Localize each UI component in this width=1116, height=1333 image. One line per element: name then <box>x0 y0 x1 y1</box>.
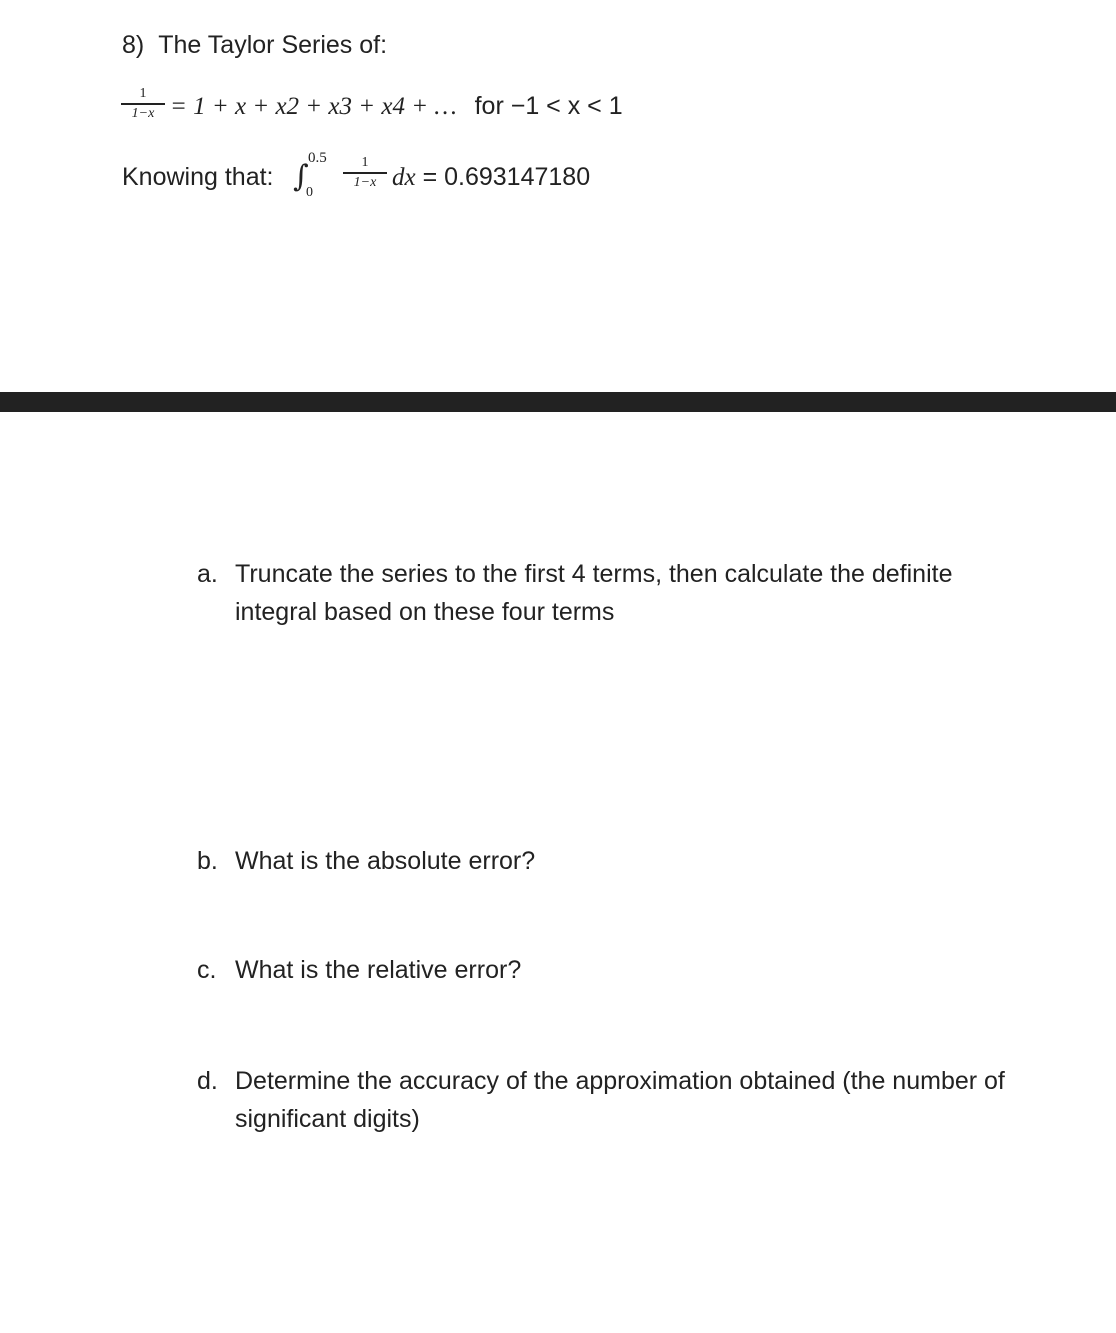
separator-bar <box>0 392 1116 412</box>
series-terms: = 1 + x + x2 + x3 + x4 + … <box>170 93 457 120</box>
integral-result <box>392 163 590 192</box>
integral-lower-limit: 0 <box>306 185 313 200</box>
problem-number: 8) <box>122 31 145 59</box>
question-a-label: a. <box>197 560 218 588</box>
question-b-label: b. <box>197 847 218 875</box>
series-domain: for −1 < x < 1 <box>474 92 623 120</box>
integrand-fraction <box>343 155 387 191</box>
known-integral-lead: Knowing that: <box>122 163 274 191</box>
problem-heading <box>122 31 387 60</box>
question-d-text: Determine the accuracy of the approximation obtained (the number of significant digits) <box>235 1067 1005 1133</box>
question-c-text: What is the relative error? <box>235 956 522 984</box>
series-fraction-denominator: 1−x <box>131 105 155 121</box>
integrand-numerator: 1 <box>361 155 369 170</box>
integral-value: = 0.693147180 <box>422 163 591 191</box>
question-b-text: What is the absolute error? <box>235 847 536 875</box>
series-fraction <box>121 86 165 122</box>
series-expression <box>170 92 623 121</box>
series-fraction-numerator: 1 <box>139 86 147 101</box>
question-a-text: Truncate the series to the first 4 terms, then calculate the definite integral based on these four terms <box>235 560 953 626</box>
problem-title: The Taylor Series of: <box>158 31 388 59</box>
question-d-label: d. <box>197 1067 218 1095</box>
question-c-label: c. <box>197 956 217 984</box>
integral-upper-limit: 0.5 <box>308 150 327 166</box>
integral-sign-icon: ∫ <box>293 159 309 194</box>
integrand-denominator: 1−x <box>353 174 377 190</box>
integral-differential: dx <box>392 164 416 191</box>
